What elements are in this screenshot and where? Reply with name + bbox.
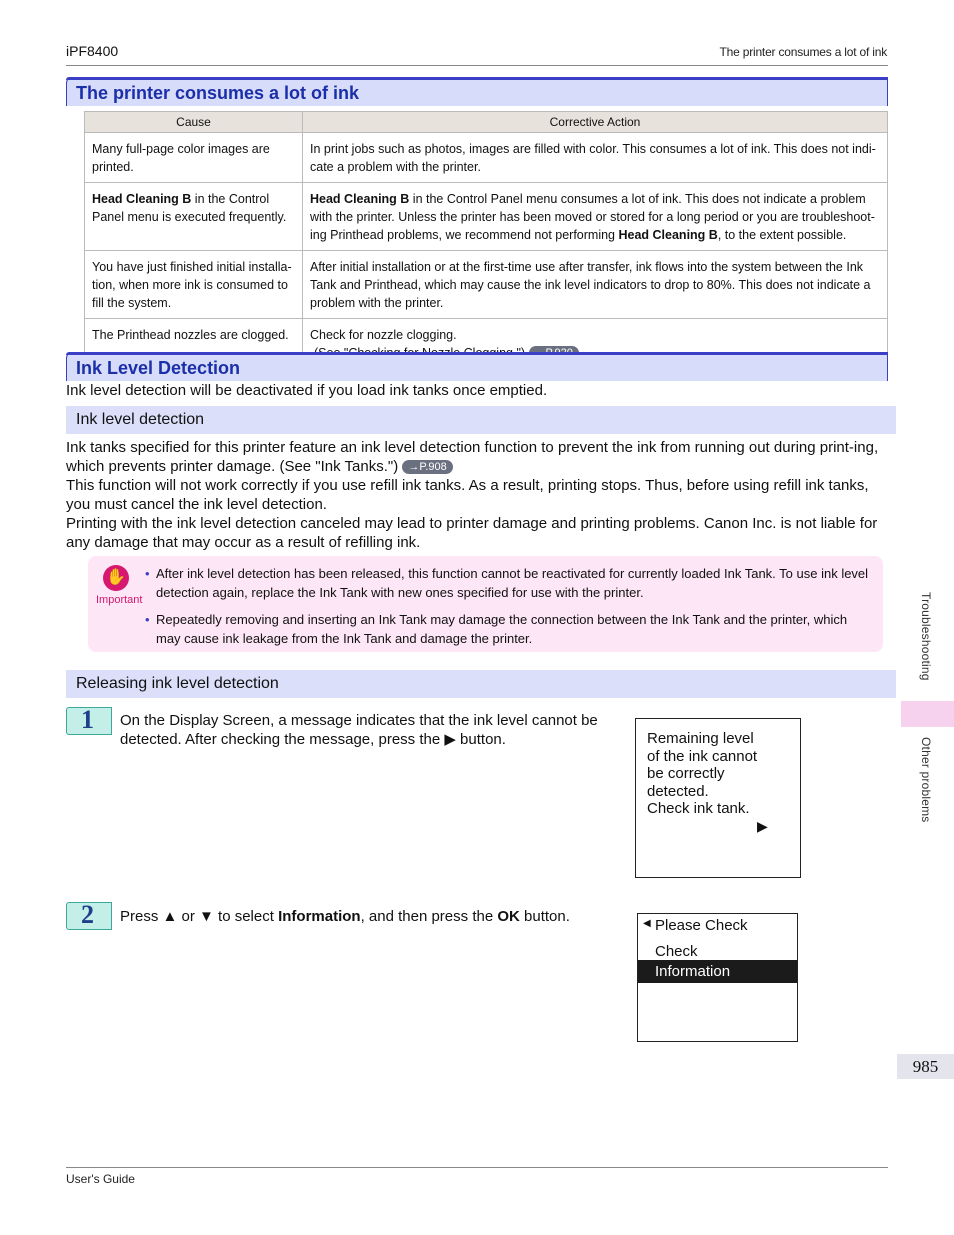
important-list (145, 564, 875, 656)
section-intro: Ink level detection will be deactivated if you load ink tanks once emptied. (66, 382, 548, 399)
step-number-badge (66, 902, 112, 930)
header-section-title: The printer consumes a lot of ink (719, 45, 887, 59)
screen-line: Check ink tank. (647, 800, 750, 817)
side-section-label: Other problems (919, 737, 933, 823)
action-cell: After initial installation or at the first-time use after transfer, ink flows into the system between the Ink Tank and Printhead, which may cause the ink level indicators to drop to 80%. This does not indicate a problem with the printer. (303, 251, 888, 319)
header-divider (66, 65, 888, 66)
action-text: in the Control Panel menu consumes a lot of ink. This does not indicate a problem with the printer. Unless the printer has been moved or stored for a long period or you are troubleshoot-ing Printhead problems, we recommend not performing (310, 192, 875, 242)
right-arrow-icon: ▶ (757, 818, 768, 834)
important-label: Important (96, 594, 143, 606)
subheading-ink-level-detection (66, 406, 896, 434)
menu-item-check: Check (655, 943, 698, 960)
column-header-cause: Cause (85, 112, 303, 133)
section-heading-text: Ink Level Detection (76, 358, 241, 378)
subheading-text: Releasing ink level detection (76, 675, 279, 692)
header-model: iPF8400 (66, 43, 119, 59)
table-header-row (85, 112, 888, 133)
section-heading-ink-consumption (66, 77, 888, 106)
paragraph-text: Printing with the ink level detection canceled may lead to printer damage and printing problems. Canon Inc. is not liable for any damage that may occur as a result of refilling ink. (66, 515, 878, 551)
step-number: 2 (81, 900, 94, 929)
screen-line: of the ink cannot (647, 747, 758, 765)
page-number: 985 (897, 1054, 954, 1079)
list-item (145, 610, 875, 648)
cause-cell: The Printhead nozzles are clogged. (85, 319, 303, 369)
step-bold-term: OK (497, 908, 520, 925)
cause-text: in the Control Panel menu is executed frequently. (92, 192, 287, 224)
subheading-text: Ink level detection (76, 411, 205, 428)
step-number: 1 (81, 705, 94, 734)
cause-action-table (84, 111, 888, 369)
list-item-text: After ink level detection has been released, this function cannot be reactivated for currently loaded Ink Tank. To use ink level detection again, replace the Ink Tank with new ones specified for use with the printer. (156, 566, 869, 600)
important-note-box (88, 556, 883, 652)
side-chapter-label: Troubleshooting (919, 592, 933, 681)
action-cell: In print jobs such as photos, images are filled with color. This consumes a lot of ink. This does not indi-cate a problem with the printer. (303, 133, 888, 183)
action-bold-term: Head Cleaning B (310, 192, 410, 206)
action-cell (303, 183, 888, 251)
subheading-releasing-detection (66, 670, 896, 698)
hand-stop-icon: ✋ (103, 565, 129, 591)
page-reference-link[interactable]: →P.908 (402, 460, 452, 474)
cause-cell: You have just finished initial installa-tion, when more ink is consumed to fill the system. (85, 251, 303, 319)
display-screen-message (635, 718, 801, 878)
paragraph-text: This function will not work correctly if you use refill ink tanks. As a result, printing stops. Thus, before using refill ink tanks, you must cancel the ink level detection. (66, 477, 869, 513)
list-item-text: Repeatedly removing and inserting an Ink Tank may damage the connection between the Ink Tank and the printer, which may cause ink leakage from the Ink Tank and damage the printer. (156, 612, 848, 646)
paragraph-text: Ink tanks specified for this printer feature an ink level detection function to prevent the ink from running out during print-ing, which prevents printer damage. (See "Ink Tanks.") (66, 439, 879, 475)
action-bold-term: Head Cleaning B (618, 228, 718, 242)
step-instruction: On the Display Screen, a message indicates that the ink level cannot be detected. After checking the message, press the ▶ button. (120, 712, 598, 748)
cause-cell (85, 183, 303, 251)
screen-line: Remaining level (647, 730, 754, 747)
step-bold-term: Information (278, 908, 361, 925)
step-instruction (120, 907, 620, 926)
step-text: , and then press the (360, 908, 498, 925)
menu-item-information-selected (638, 960, 797, 983)
table-row (85, 183, 888, 251)
footer-divider (66, 1167, 888, 1168)
footer-guide-title: User's Guide (66, 1172, 135, 1186)
menu-item-label: Information (655, 963, 731, 980)
body-paragraphs (66, 438, 890, 552)
action-text: Check for nozzle clogging. (310, 328, 457, 342)
bullet-icon: • (145, 566, 150, 581)
table-row (85, 133, 888, 183)
step-text: Press ▲ or ▼ to select (120, 908, 279, 925)
step-text: button. (519, 908, 570, 925)
side-tab-marker (901, 701, 954, 727)
column-header-action: Corrective Action (303, 112, 888, 133)
cause-cell: Many full-page color images are printed. (85, 133, 303, 183)
display-screen-menu (637, 913, 798, 1042)
table-row (85, 251, 888, 319)
screen-line: be correctly (647, 765, 725, 782)
section-heading-text: The printer consumes a lot of ink (76, 83, 360, 103)
action-text: , to the extent possible. (717, 228, 847, 242)
screen-line: detected. (647, 782, 709, 800)
menu-title: Please Check (655, 917, 748, 934)
left-arrow-icon: ◀ (643, 918, 651, 929)
bullet-icon: • (145, 612, 150, 627)
section-heading-ink-level-detection (66, 352, 888, 381)
step-number-badge (66, 707, 112, 735)
list-item (145, 564, 875, 602)
cause-bold-term: Head Cleaning B (92, 192, 192, 206)
